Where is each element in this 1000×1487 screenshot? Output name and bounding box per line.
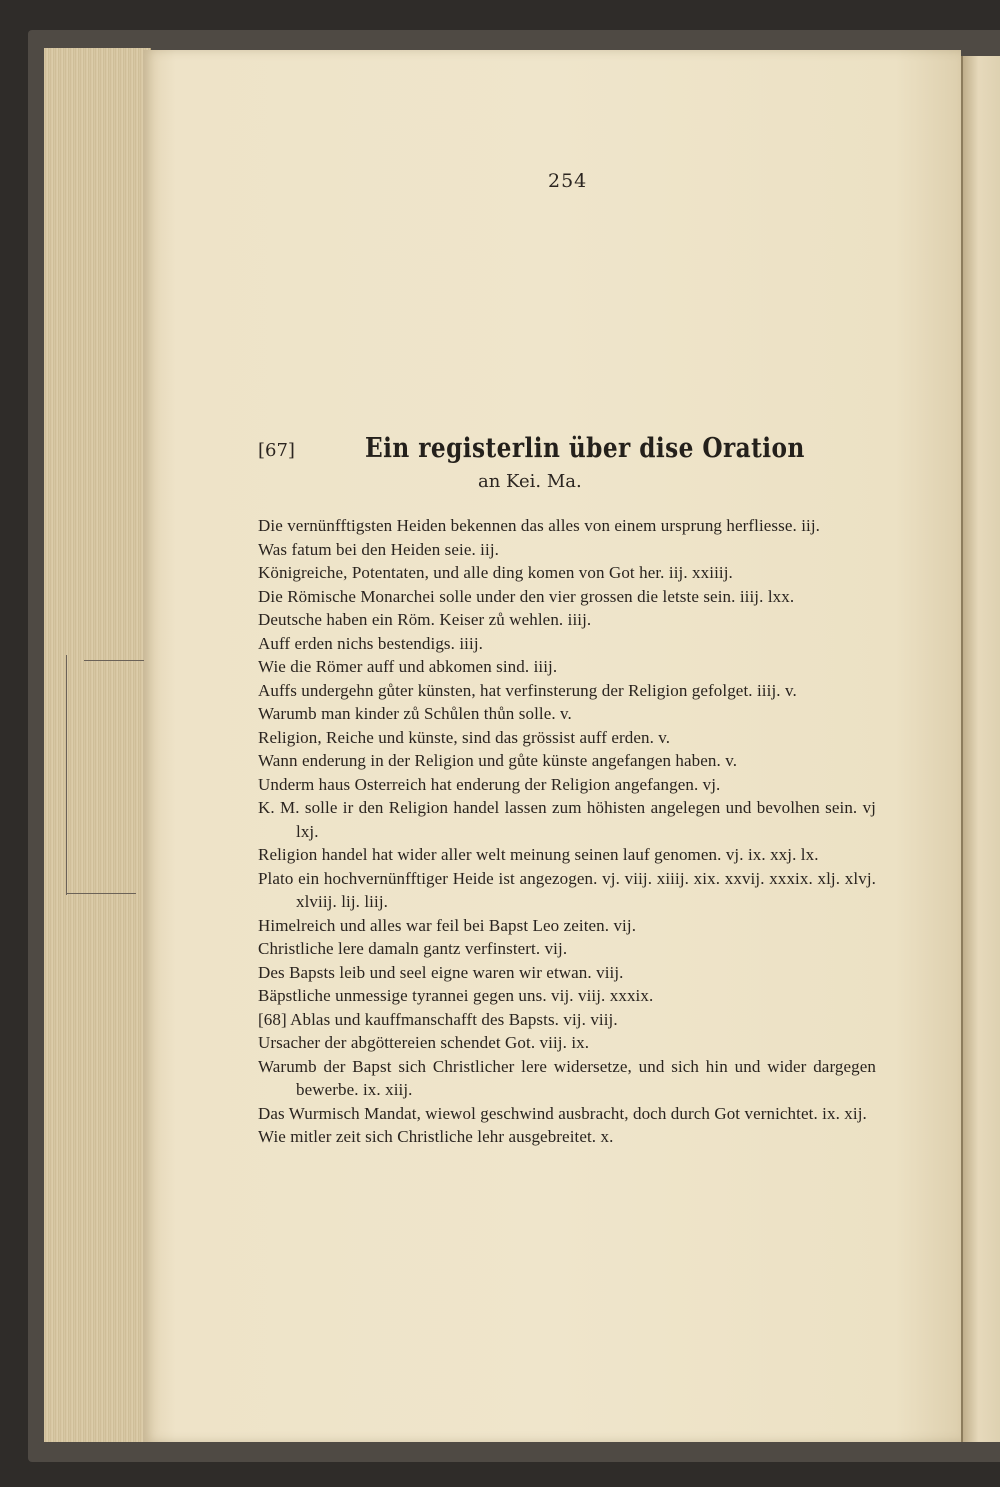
page-number: 254	[548, 170, 588, 192]
register-entry: Deutsche haben ein Röm. Keiser zů wehlen. iiij.	[258, 610, 592, 629]
register-entry: Was fatum bei den Heiden seie. iij.	[258, 539, 500, 559]
register-entry: Die vernünfftigsten Heiden bekennen das alles von einem ursprung herfliesse. iij.	[258, 516, 821, 535]
register-entries	[258, 514, 876, 1149]
register-entry: Wie mitler zeit sich Christliche lehr ausgebreitet. x.	[258, 1127, 614, 1146]
register-entry: Religion handel hat wider aller welt meinung seinen lauf genomen. vj. ix. xxj. lx.	[258, 845, 819, 864]
page-edges	[44, 48, 151, 1442]
register-entry: [68] Ablas und kauffmanschafft des Bapsts. vij. viij.	[258, 1009, 618, 1029]
register-entry: Ursacher der abgöttereien schendet Got. viij. ix.	[258, 1033, 590, 1052]
register-entry: Plato ein hochvernünfftiger Heide ist angezogen. vj. viij. xiiij. xix. xxvij. xxxix. xlj. xlvj. xlviij. lij. liij.	[258, 868, 876, 911]
register-entry: Auffs undergehn gůter künsten, hat verfinsterung der Religion gefolget. iiij. v.	[258, 680, 797, 700]
register-entry: Das Wurmisch Mandat, wiewol geschwind ausbracht, doch durch Got vernichtet. ix. xij.	[258, 1103, 867, 1123]
page-title: Ein registerlin über dise Oration	[365, 433, 805, 464]
register-entry: Religion, Reiche und künste, sind das grössist auff erden. v.	[258, 727, 671, 747]
register-entry: Warumb man kinder zů Schůlen thůn solle. v.	[258, 704, 572, 723]
register-entry: Wie die Römer auff und abkomen sind. iiij.	[258, 657, 558, 676]
register-entry: Auff erden nichs bestendigs. iiij.	[258, 633, 483, 653]
register-entry: K. M. solle ir den Religion handel lassen zum höhisten angelegen und bevolhen sein. vj lxj.	[258, 798, 876, 841]
pencil-margin-mark	[66, 893, 136, 894]
register-entry: Wann enderung in der Religion und gůte künste angefangen haben. v.	[258, 751, 738, 770]
pencil-margin-mark	[66, 655, 67, 895]
page-subtitle: an Kei. Ma.	[478, 471, 582, 492]
facing-page-edge	[961, 56, 1000, 1442]
register-entry: Warumb der Bapst sich Christlicher lere widersetze, und sich hin und wider dargegen bewerbe. ix. xiij.	[258, 1056, 876, 1099]
register-entry: Himelreich und alles war feil bei Bapst Leo zeiten. vij.	[258, 915, 637, 935]
register-entry: Die Römische Monarchei solle under den vier grossen die letste sein. iiij. lxx.	[258, 586, 795, 606]
register-entry: Königreiche, Potentaten, und alle ding komen von Got her. iij. xxiiij.	[258, 563, 733, 582]
register-entry: Bäpstliche unmessige tyrannei gegen uns. vij. viij. xxxix.	[258, 986, 654, 1005]
pencil-margin-mark	[84, 660, 144, 661]
section-reference: [67]	[258, 440, 295, 461]
register-entry: Des Bapsts leib und seel eigne waren wir etwan. viij.	[258, 962, 624, 982]
register-entry: Underm haus Osterreich hat enderung der Religion angefangen. vj.	[258, 774, 721, 794]
register-entry: Christliche lere damaln gantz verfinstert. vij.	[258, 939, 568, 958]
